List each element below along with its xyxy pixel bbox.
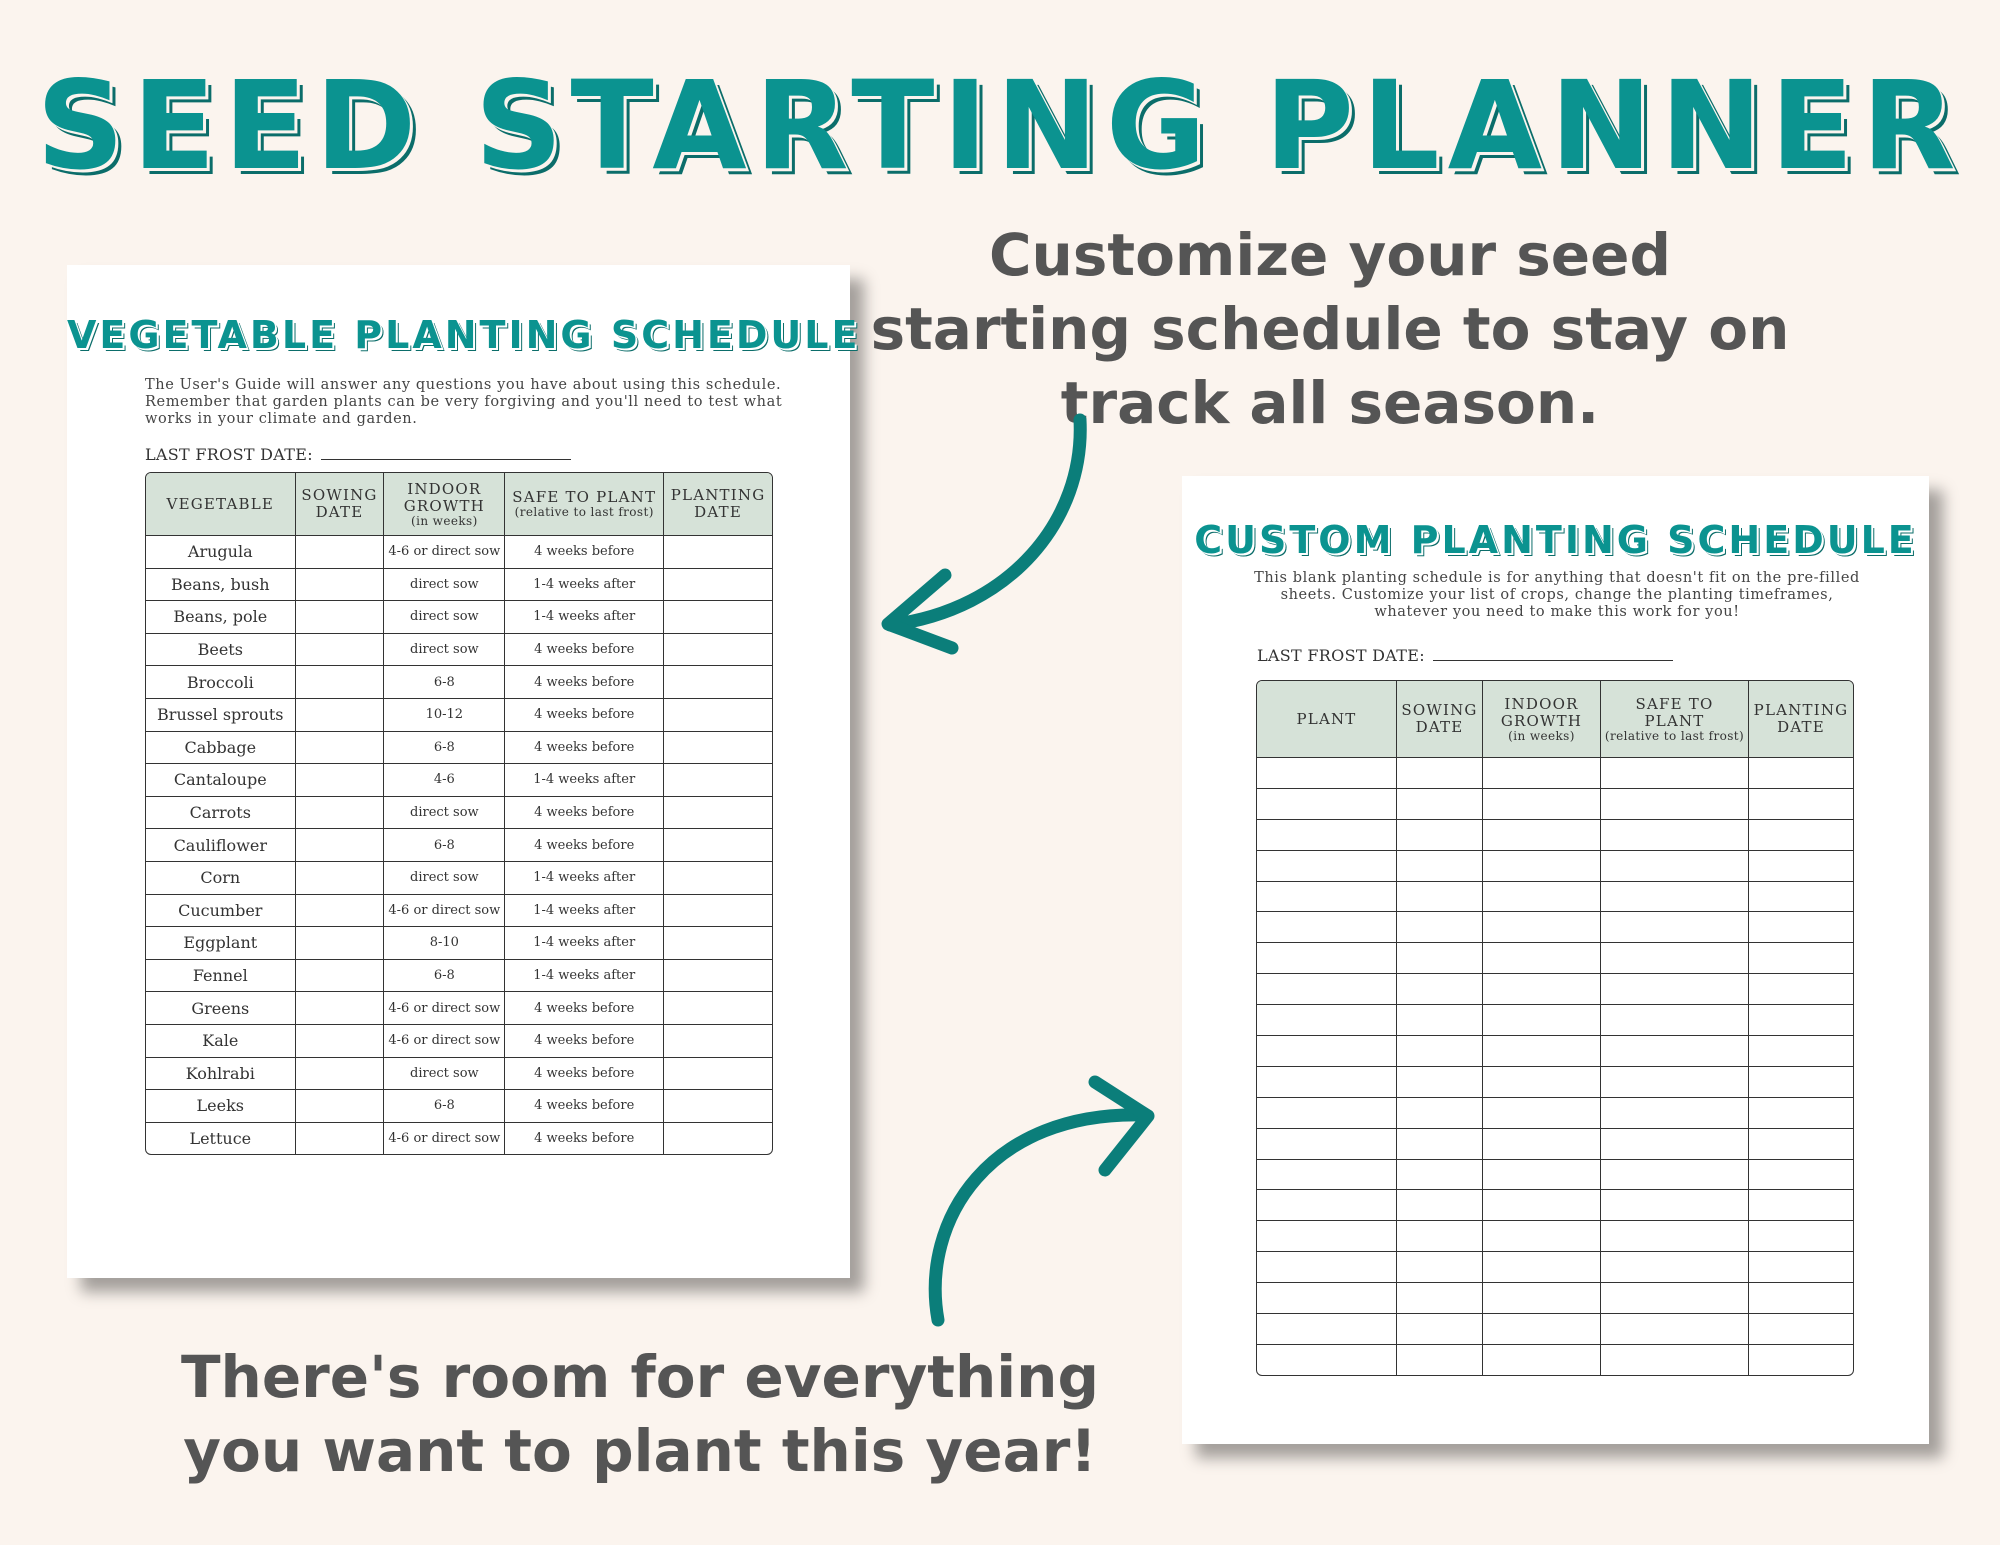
cell-indoor-growth[interactable] bbox=[1483, 1160, 1601, 1191]
cell-planting-date[interactable] bbox=[1749, 974, 1853, 1005]
cell-safe-to-plant[interactable] bbox=[1601, 1190, 1749, 1221]
cell-planting-date[interactable] bbox=[1749, 1036, 1853, 1067]
cell-planting-date[interactable] bbox=[1749, 820, 1853, 851]
cell-vegetable: Greens bbox=[146, 992, 296, 1025]
table-row bbox=[1257, 912, 1853, 943]
cell-safe-to-plant: 1-4 weeks after bbox=[505, 960, 664, 993]
cell-safe-to-plant[interactable] bbox=[1601, 1036, 1749, 1067]
table-row bbox=[146, 569, 772, 602]
cell-safe-to-plant: 4 weeks before bbox=[505, 666, 664, 699]
header-safe-sub: (relative to last frost) bbox=[1604, 728, 1745, 743]
cell-plant[interactable] bbox=[1257, 1221, 1397, 1252]
cell-indoor-growth[interactable] bbox=[1483, 1067, 1601, 1098]
cell-safe-to-plant[interactable] bbox=[1601, 1067, 1749, 1098]
cell-sowing-date[interactable] bbox=[1397, 943, 1483, 974]
cell-safe-to-plant[interactable] bbox=[1601, 974, 1749, 1005]
cell-sowing-date[interactable] bbox=[296, 829, 385, 862]
table-row bbox=[1257, 1067, 1853, 1098]
cell-sowing-date[interactable] bbox=[1397, 1098, 1483, 1129]
cell-planting-date[interactable] bbox=[1749, 1005, 1853, 1036]
header-indoor-growth bbox=[384, 473, 505, 536]
table-row bbox=[146, 536, 772, 569]
last-frost-date-line[interactable] bbox=[321, 445, 571, 460]
cell-sowing-date[interactable] bbox=[296, 797, 385, 830]
table-row bbox=[146, 764, 772, 797]
vegetable-schedule-table bbox=[145, 472, 773, 1155]
header-planting-date: PLANTING DATE bbox=[1749, 681, 1853, 758]
cell-plant[interactable] bbox=[1257, 1098, 1397, 1129]
cell-plant[interactable] bbox=[1257, 974, 1397, 1005]
cell-indoor-growth[interactable] bbox=[1483, 1221, 1601, 1252]
cell-planting-date[interactable] bbox=[1749, 1098, 1853, 1129]
cell-indoor-growth: direct sow bbox=[384, 862, 505, 895]
cell-sowing-date[interactable] bbox=[296, 895, 385, 928]
cell-planting-date[interactable] bbox=[1749, 1067, 1853, 1098]
cell-indoor-growth: 4-6 or direct sow bbox=[384, 992, 505, 1025]
cell-indoor-growth: 4-6 or direct sow bbox=[384, 1123, 505, 1155]
vegetable-schedule-sheet bbox=[67, 265, 861, 1278]
cell-indoor-growth: 6-8 bbox=[384, 960, 505, 993]
cell-sowing-date[interactable] bbox=[1397, 1160, 1483, 1191]
cell-safe-to-plant[interactable] bbox=[1601, 1098, 1749, 1129]
cell-planting-date[interactable] bbox=[664, 536, 772, 569]
cell-vegetable: Cantaloupe bbox=[146, 764, 296, 797]
cell-safe-to-plant[interactable] bbox=[1601, 1221, 1749, 1252]
table-row bbox=[1257, 882, 1853, 913]
table-row bbox=[146, 1090, 772, 1123]
cell-sowing-date[interactable] bbox=[296, 1025, 385, 1058]
cell-safe-to-plant[interactable] bbox=[1601, 789, 1749, 820]
cell-sowing-date[interactable] bbox=[1397, 851, 1483, 882]
cell-vegetable: Beans, pole bbox=[146, 601, 296, 634]
cell-vegetable: Brussel sprouts bbox=[146, 699, 296, 732]
last-frost-date-label: LAST FROST DATE: bbox=[145, 445, 313, 464]
table-row bbox=[146, 666, 772, 699]
header-safe-to-plant bbox=[1601, 681, 1749, 758]
cell-planting-date[interactable] bbox=[1749, 1345, 1853, 1375]
cell-sowing-date[interactable] bbox=[296, 569, 385, 602]
table-row bbox=[146, 1058, 772, 1091]
cell-indoor-growth: 6-8 bbox=[384, 666, 505, 699]
cell-indoor-growth: direct sow bbox=[384, 569, 505, 602]
cell-sowing-date[interactable] bbox=[296, 732, 385, 765]
cell-sowing-date[interactable] bbox=[1397, 789, 1483, 820]
cell-indoor-growth: direct sow bbox=[384, 601, 505, 634]
cell-indoor-growth: 10-12 bbox=[384, 699, 505, 732]
cell-sowing-date[interactable] bbox=[296, 960, 385, 993]
cell-planting-date[interactable] bbox=[1749, 943, 1853, 974]
cell-sowing-date[interactable] bbox=[1397, 1190, 1483, 1221]
table-header-row bbox=[146, 473, 772, 536]
cell-indoor-growth: 8-10 bbox=[384, 927, 505, 960]
cell-indoor-growth[interactable] bbox=[1483, 1036, 1601, 1067]
cell-sowing-date[interactable] bbox=[296, 699, 385, 732]
cell-indoor-growth[interactable] bbox=[1483, 974, 1601, 1005]
table-row bbox=[1257, 1005, 1853, 1036]
cell-indoor-growth[interactable] bbox=[1483, 820, 1601, 851]
header-sowing-date: SOWING DATE bbox=[296, 473, 385, 536]
table-row bbox=[146, 797, 772, 830]
cell-safe-to-plant[interactable] bbox=[1601, 943, 1749, 974]
table-row bbox=[146, 1025, 772, 1058]
cell-safe-to-plant: 4 weeks before bbox=[505, 536, 664, 569]
cell-safe-to-plant: 1-4 weeks after bbox=[505, 862, 664, 895]
cell-planting-date[interactable] bbox=[1749, 1252, 1853, 1283]
cell-plant[interactable] bbox=[1257, 1190, 1397, 1221]
cell-indoor-growth[interactable] bbox=[1483, 758, 1601, 789]
cell-planting-date[interactable] bbox=[1749, 912, 1853, 943]
cell-sowing-date[interactable] bbox=[296, 666, 385, 699]
cell-sowing-date[interactable] bbox=[1397, 1314, 1483, 1345]
cell-safe-to-plant[interactable] bbox=[1601, 1005, 1749, 1036]
table-row bbox=[1257, 1036, 1853, 1067]
cell-indoor-growth: 4-6 or direct sow bbox=[384, 536, 505, 569]
cell-sowing-date[interactable] bbox=[1397, 1067, 1483, 1098]
header-planting-date: PLANTING DATE bbox=[664, 473, 772, 536]
cell-safe-to-plant: 4 weeks before bbox=[505, 1090, 664, 1123]
cell-planting-date[interactable] bbox=[664, 569, 772, 602]
header-indoor-sub: (in weeks) bbox=[1508, 728, 1575, 743]
table-row bbox=[1257, 974, 1853, 1005]
cell-safe-to-plant: 1-4 weeks after bbox=[505, 895, 664, 928]
cell-indoor-growth: 4-6 or direct sow bbox=[384, 1025, 505, 1058]
cell-planting-date[interactable] bbox=[664, 862, 772, 895]
custom-sheet-title: CUSTOM PLANTING SCHEDULE bbox=[1194, 518, 1917, 562]
cell-safe-to-plant: 1-4 weeks after bbox=[505, 927, 664, 960]
table-row bbox=[1257, 1314, 1853, 1345]
cell-indoor-growth: 6-8 bbox=[384, 732, 505, 765]
cell-safe-to-plant[interactable] bbox=[1601, 912, 1749, 943]
cell-planting-date[interactable] bbox=[1749, 1190, 1853, 1221]
cell-indoor-growth[interactable] bbox=[1483, 1005, 1601, 1036]
cell-planting-date[interactable] bbox=[664, 829, 772, 862]
cell-indoor-growth: direct sow bbox=[384, 1058, 505, 1091]
table-row bbox=[146, 1123, 772, 1155]
cell-sowing-date[interactable] bbox=[1397, 820, 1483, 851]
table-row bbox=[146, 992, 772, 1025]
cell-planting-date[interactable] bbox=[1749, 1129, 1853, 1160]
cell-indoor-growth: direct sow bbox=[384, 797, 505, 830]
cell-planting-date[interactable] bbox=[1749, 789, 1853, 820]
cell-safe-to-plant: 4 weeks before bbox=[505, 732, 664, 765]
cell-plant[interactable] bbox=[1257, 1314, 1397, 1345]
cell-vegetable: Beans, bush bbox=[146, 569, 296, 602]
cell-planting-date[interactable] bbox=[664, 601, 772, 634]
header-indoor-sub: (in weeks) bbox=[411, 513, 478, 528]
cell-indoor-growth[interactable] bbox=[1483, 1129, 1601, 1160]
cell-planting-date[interactable] bbox=[664, 699, 772, 732]
cell-vegetable: Carrots bbox=[146, 797, 296, 830]
cell-safe-to-plant: 4 weeks before bbox=[505, 992, 664, 1025]
cell-sowing-date[interactable] bbox=[1397, 1221, 1483, 1252]
cell-planting-date[interactable] bbox=[664, 1123, 772, 1155]
custom-schedule-sheet bbox=[1182, 476, 1929, 1444]
cell-plant[interactable] bbox=[1257, 1160, 1397, 1191]
table-row bbox=[146, 960, 772, 993]
cell-indoor-growth[interactable] bbox=[1483, 789, 1601, 820]
cell-sowing-date[interactable] bbox=[296, 992, 385, 1025]
cell-safe-to-plant[interactable] bbox=[1601, 1283, 1749, 1314]
cell-sowing-date[interactable] bbox=[1397, 1283, 1483, 1314]
cell-sowing-date[interactable] bbox=[1397, 1005, 1483, 1036]
cell-indoor-growth: 4-6 or direct sow bbox=[384, 895, 505, 928]
cell-planting-date[interactable] bbox=[664, 895, 772, 928]
cell-sowing-date[interactable] bbox=[296, 634, 385, 667]
cell-safe-to-plant[interactable] bbox=[1601, 1129, 1749, 1160]
header-vegetable: VEGETABLE bbox=[146, 473, 296, 536]
cell-safe-to-plant[interactable] bbox=[1601, 758, 1749, 789]
custom-last-frost-date-line[interactable] bbox=[1433, 646, 1673, 661]
table-row bbox=[1257, 1160, 1853, 1191]
cell-plant[interactable] bbox=[1257, 1036, 1397, 1067]
cell-plant[interactable] bbox=[1257, 1252, 1397, 1283]
cell-sowing-date[interactable] bbox=[1397, 912, 1483, 943]
cell-sowing-date[interactable] bbox=[296, 536, 385, 569]
header-indoor-label: INDOOR GROWTH bbox=[1500, 694, 1583, 730]
cell-indoor-growth[interactable] bbox=[1483, 1345, 1601, 1375]
cell-planting-date[interactable] bbox=[664, 764, 772, 797]
custom-last-frost-date-field[interactable] bbox=[1257, 646, 1673, 665]
header-safe-label: SAFE TO PLANT bbox=[512, 488, 657, 506]
table-row bbox=[1257, 820, 1853, 851]
cell-indoor-growth: 6-8 bbox=[384, 829, 505, 862]
cell-planting-date[interactable] bbox=[1749, 851, 1853, 882]
cell-safe-to-plant: 4 weeks before bbox=[505, 829, 664, 862]
cell-sowing-date[interactable] bbox=[1397, 1345, 1483, 1375]
cell-plant[interactable] bbox=[1257, 943, 1397, 974]
cell-indoor-growth: 4-6 bbox=[384, 764, 505, 797]
cell-indoor-growth[interactable] bbox=[1483, 1190, 1601, 1221]
cell-plant[interactable] bbox=[1257, 882, 1397, 913]
cell-sowing-date[interactable] bbox=[296, 862, 385, 895]
cell-planting-date[interactable] bbox=[1749, 882, 1853, 913]
cell-safe-to-plant: 4 weeks before bbox=[505, 1058, 664, 1091]
cell-planting-date[interactable] bbox=[664, 960, 772, 993]
cell-planting-date[interactable] bbox=[664, 797, 772, 830]
cell-vegetable: Leeks bbox=[146, 1090, 296, 1123]
cell-indoor-growth: 6-8 bbox=[384, 1090, 505, 1123]
cell-indoor-growth[interactable] bbox=[1483, 943, 1601, 974]
header-plant: PLANT bbox=[1257, 681, 1397, 758]
cell-vegetable: Kohlrabi bbox=[146, 1058, 296, 1091]
cell-sowing-date[interactable] bbox=[1397, 1252, 1483, 1283]
cell-plant[interactable] bbox=[1257, 1067, 1397, 1098]
cell-plant[interactable] bbox=[1257, 1005, 1397, 1036]
cell-plant[interactable] bbox=[1257, 758, 1397, 789]
table-row bbox=[146, 927, 772, 960]
header-sowing-date: SOWING DATE bbox=[1397, 681, 1483, 758]
cell-plant[interactable] bbox=[1257, 789, 1397, 820]
cell-planting-date[interactable] bbox=[1749, 1221, 1853, 1252]
custom-table-header-row bbox=[1257, 681, 1853, 758]
cell-indoor-growth[interactable] bbox=[1483, 1283, 1601, 1314]
cell-indoor-growth[interactable] bbox=[1483, 912, 1601, 943]
table-row bbox=[1257, 851, 1853, 882]
cell-safe-to-plant[interactable] bbox=[1601, 820, 1749, 851]
cell-plant[interactable] bbox=[1257, 1345, 1397, 1375]
header-safe-to-plant bbox=[505, 473, 664, 536]
table-row bbox=[146, 601, 772, 634]
cell-planting-date[interactable] bbox=[664, 666, 772, 699]
cell-vegetable: Broccoli bbox=[146, 666, 296, 699]
caption-top: Customize your seed starting schedule to stay on track all season. bbox=[870, 221, 1790, 437]
cell-indoor-growth[interactable] bbox=[1483, 1252, 1601, 1283]
main-title: SEED STARTING PLANNER bbox=[36, 55, 1964, 197]
cell-plant[interactable] bbox=[1257, 912, 1397, 943]
table-row bbox=[1257, 1252, 1853, 1283]
table-row bbox=[146, 895, 772, 928]
cell-safe-to-plant[interactable] bbox=[1601, 1160, 1749, 1191]
cell-indoor-growth[interactable] bbox=[1483, 1098, 1601, 1129]
curved-arrow-right-icon bbox=[920, 1090, 1160, 1330]
table-row bbox=[1257, 1098, 1853, 1129]
cell-sowing-date[interactable] bbox=[1397, 974, 1483, 1005]
cell-planting-date[interactable] bbox=[664, 634, 772, 667]
cell-planting-date[interactable] bbox=[664, 927, 772, 960]
cell-sowing-date[interactable] bbox=[1397, 1036, 1483, 1067]
cell-planting-date[interactable] bbox=[1749, 1283, 1853, 1314]
cell-safe-to-plant[interactable] bbox=[1601, 1314, 1749, 1345]
cell-planting-date[interactable] bbox=[664, 1025, 772, 1058]
cell-vegetable: Beets bbox=[146, 634, 296, 667]
cell-planting-date[interactable] bbox=[664, 732, 772, 765]
table-row bbox=[1257, 1221, 1853, 1252]
table-row bbox=[1257, 943, 1853, 974]
curved-arrow-left-icon bbox=[870, 410, 1110, 650]
table-row bbox=[146, 634, 772, 667]
custom-schedule-table bbox=[1256, 680, 1854, 1376]
cell-planting-date[interactable] bbox=[664, 1058, 772, 1091]
cell-indoor-growth: direct sow bbox=[384, 634, 505, 667]
table-row bbox=[1257, 1345, 1853, 1375]
header-safe-label: SAFE TO PLANT bbox=[1635, 694, 1714, 730]
vegetable-sheet-intro: The User's Guide will answer any questions you have about using this schedule. Remember that garden plants can be very forgiving and you'll need to test what works in your climate and garden. bbox=[145, 377, 783, 427]
cell-safe-to-plant: 1-4 weeks after bbox=[505, 601, 664, 634]
cell-vegetable: Corn bbox=[146, 862, 296, 895]
custom-sheet-intro: This blank planting schedule is for anything that doesn't fit on the pre-filled sheets. Customize your list of crops, change the planting timeframes, whatever you need to make this work for you! bbox=[1254, 570, 1860, 620]
table-row bbox=[146, 699, 772, 732]
table-row bbox=[146, 829, 772, 862]
cell-safe-to-plant: 4 weeks before bbox=[505, 634, 664, 667]
cell-plant[interactable] bbox=[1257, 851, 1397, 882]
cell-safe-to-plant[interactable] bbox=[1601, 1345, 1749, 1375]
cell-sowing-date[interactable] bbox=[1397, 758, 1483, 789]
cell-safe-to-plant[interactable] bbox=[1601, 882, 1749, 913]
cell-vegetable: Lettuce bbox=[146, 1123, 296, 1155]
cell-vegetable: Eggplant bbox=[146, 927, 296, 960]
cell-planting-date[interactable] bbox=[1749, 1314, 1853, 1345]
cell-safe-to-plant[interactable] bbox=[1601, 851, 1749, 882]
table-row bbox=[146, 862, 772, 895]
cell-plant[interactable] bbox=[1257, 820, 1397, 851]
table-row bbox=[1257, 1190, 1853, 1221]
header-indoor-label: INDOOR GROWTH bbox=[403, 479, 485, 515]
cell-safe-to-plant[interactable] bbox=[1601, 1252, 1749, 1283]
cell-safe-to-plant: 1-4 weeks after bbox=[505, 764, 664, 797]
cell-safe-to-plant: 4 weeks before bbox=[505, 797, 664, 830]
cell-sowing-date[interactable] bbox=[296, 764, 385, 797]
table-row bbox=[1257, 758, 1853, 789]
cell-plant[interactable] bbox=[1257, 1129, 1397, 1160]
cell-sowing-date[interactable] bbox=[1397, 882, 1483, 913]
header-indoor-growth bbox=[1483, 681, 1601, 758]
cell-sowing-date[interactable] bbox=[296, 1058, 385, 1091]
cell-safe-to-plant: 4 weeks before bbox=[505, 699, 664, 732]
cell-safe-to-plant: 4 weeks before bbox=[505, 1123, 664, 1155]
cell-vegetable: Cucumber bbox=[146, 895, 296, 928]
cell-planting-date[interactable] bbox=[664, 1090, 772, 1123]
table-row bbox=[1257, 789, 1853, 820]
cell-sowing-date[interactable] bbox=[296, 1123, 385, 1155]
cell-planting-date[interactable] bbox=[664, 992, 772, 1025]
cell-indoor-growth[interactable] bbox=[1483, 851, 1601, 882]
cell-sowing-date[interactable] bbox=[1397, 1129, 1483, 1160]
last-frost-date-field[interactable] bbox=[145, 445, 571, 464]
cell-sowing-date[interactable] bbox=[296, 927, 385, 960]
cell-planting-date[interactable] bbox=[1749, 1160, 1853, 1191]
table-row bbox=[1257, 1283, 1853, 1314]
cell-indoor-growth[interactable] bbox=[1483, 1314, 1601, 1345]
cell-vegetable: Cauliflower bbox=[146, 829, 296, 862]
cell-safe-to-plant: 1-4 weeks after bbox=[505, 569, 664, 602]
cell-vegetable: Kale bbox=[146, 1025, 296, 1058]
cell-vegetable: Cabbage bbox=[146, 732, 296, 765]
cell-indoor-growth[interactable] bbox=[1483, 882, 1601, 913]
caption-bottom: There's room for everything you want to plant this year! bbox=[180, 1343, 1099, 1485]
cell-plant[interactable] bbox=[1257, 1283, 1397, 1314]
cell-vegetable: Arugula bbox=[146, 536, 296, 569]
custom-last-frost-date-label: LAST FROST DATE: bbox=[1257, 646, 1425, 665]
cell-safe-to-plant: 4 weeks before bbox=[505, 1025, 664, 1058]
vegetable-sheet-title: VEGETABLE PLANTING SCHEDULE bbox=[67, 313, 861, 357]
table-row bbox=[1257, 1129, 1853, 1160]
table-row bbox=[146, 732, 772, 765]
cell-vegetable: Fennel bbox=[146, 960, 296, 993]
cell-planting-date[interactable] bbox=[1749, 758, 1853, 789]
header-safe-sub: (relative to last frost) bbox=[514, 505, 654, 519]
cell-sowing-date[interactable] bbox=[296, 1090, 385, 1123]
cell-sowing-date[interactable] bbox=[296, 601, 385, 634]
